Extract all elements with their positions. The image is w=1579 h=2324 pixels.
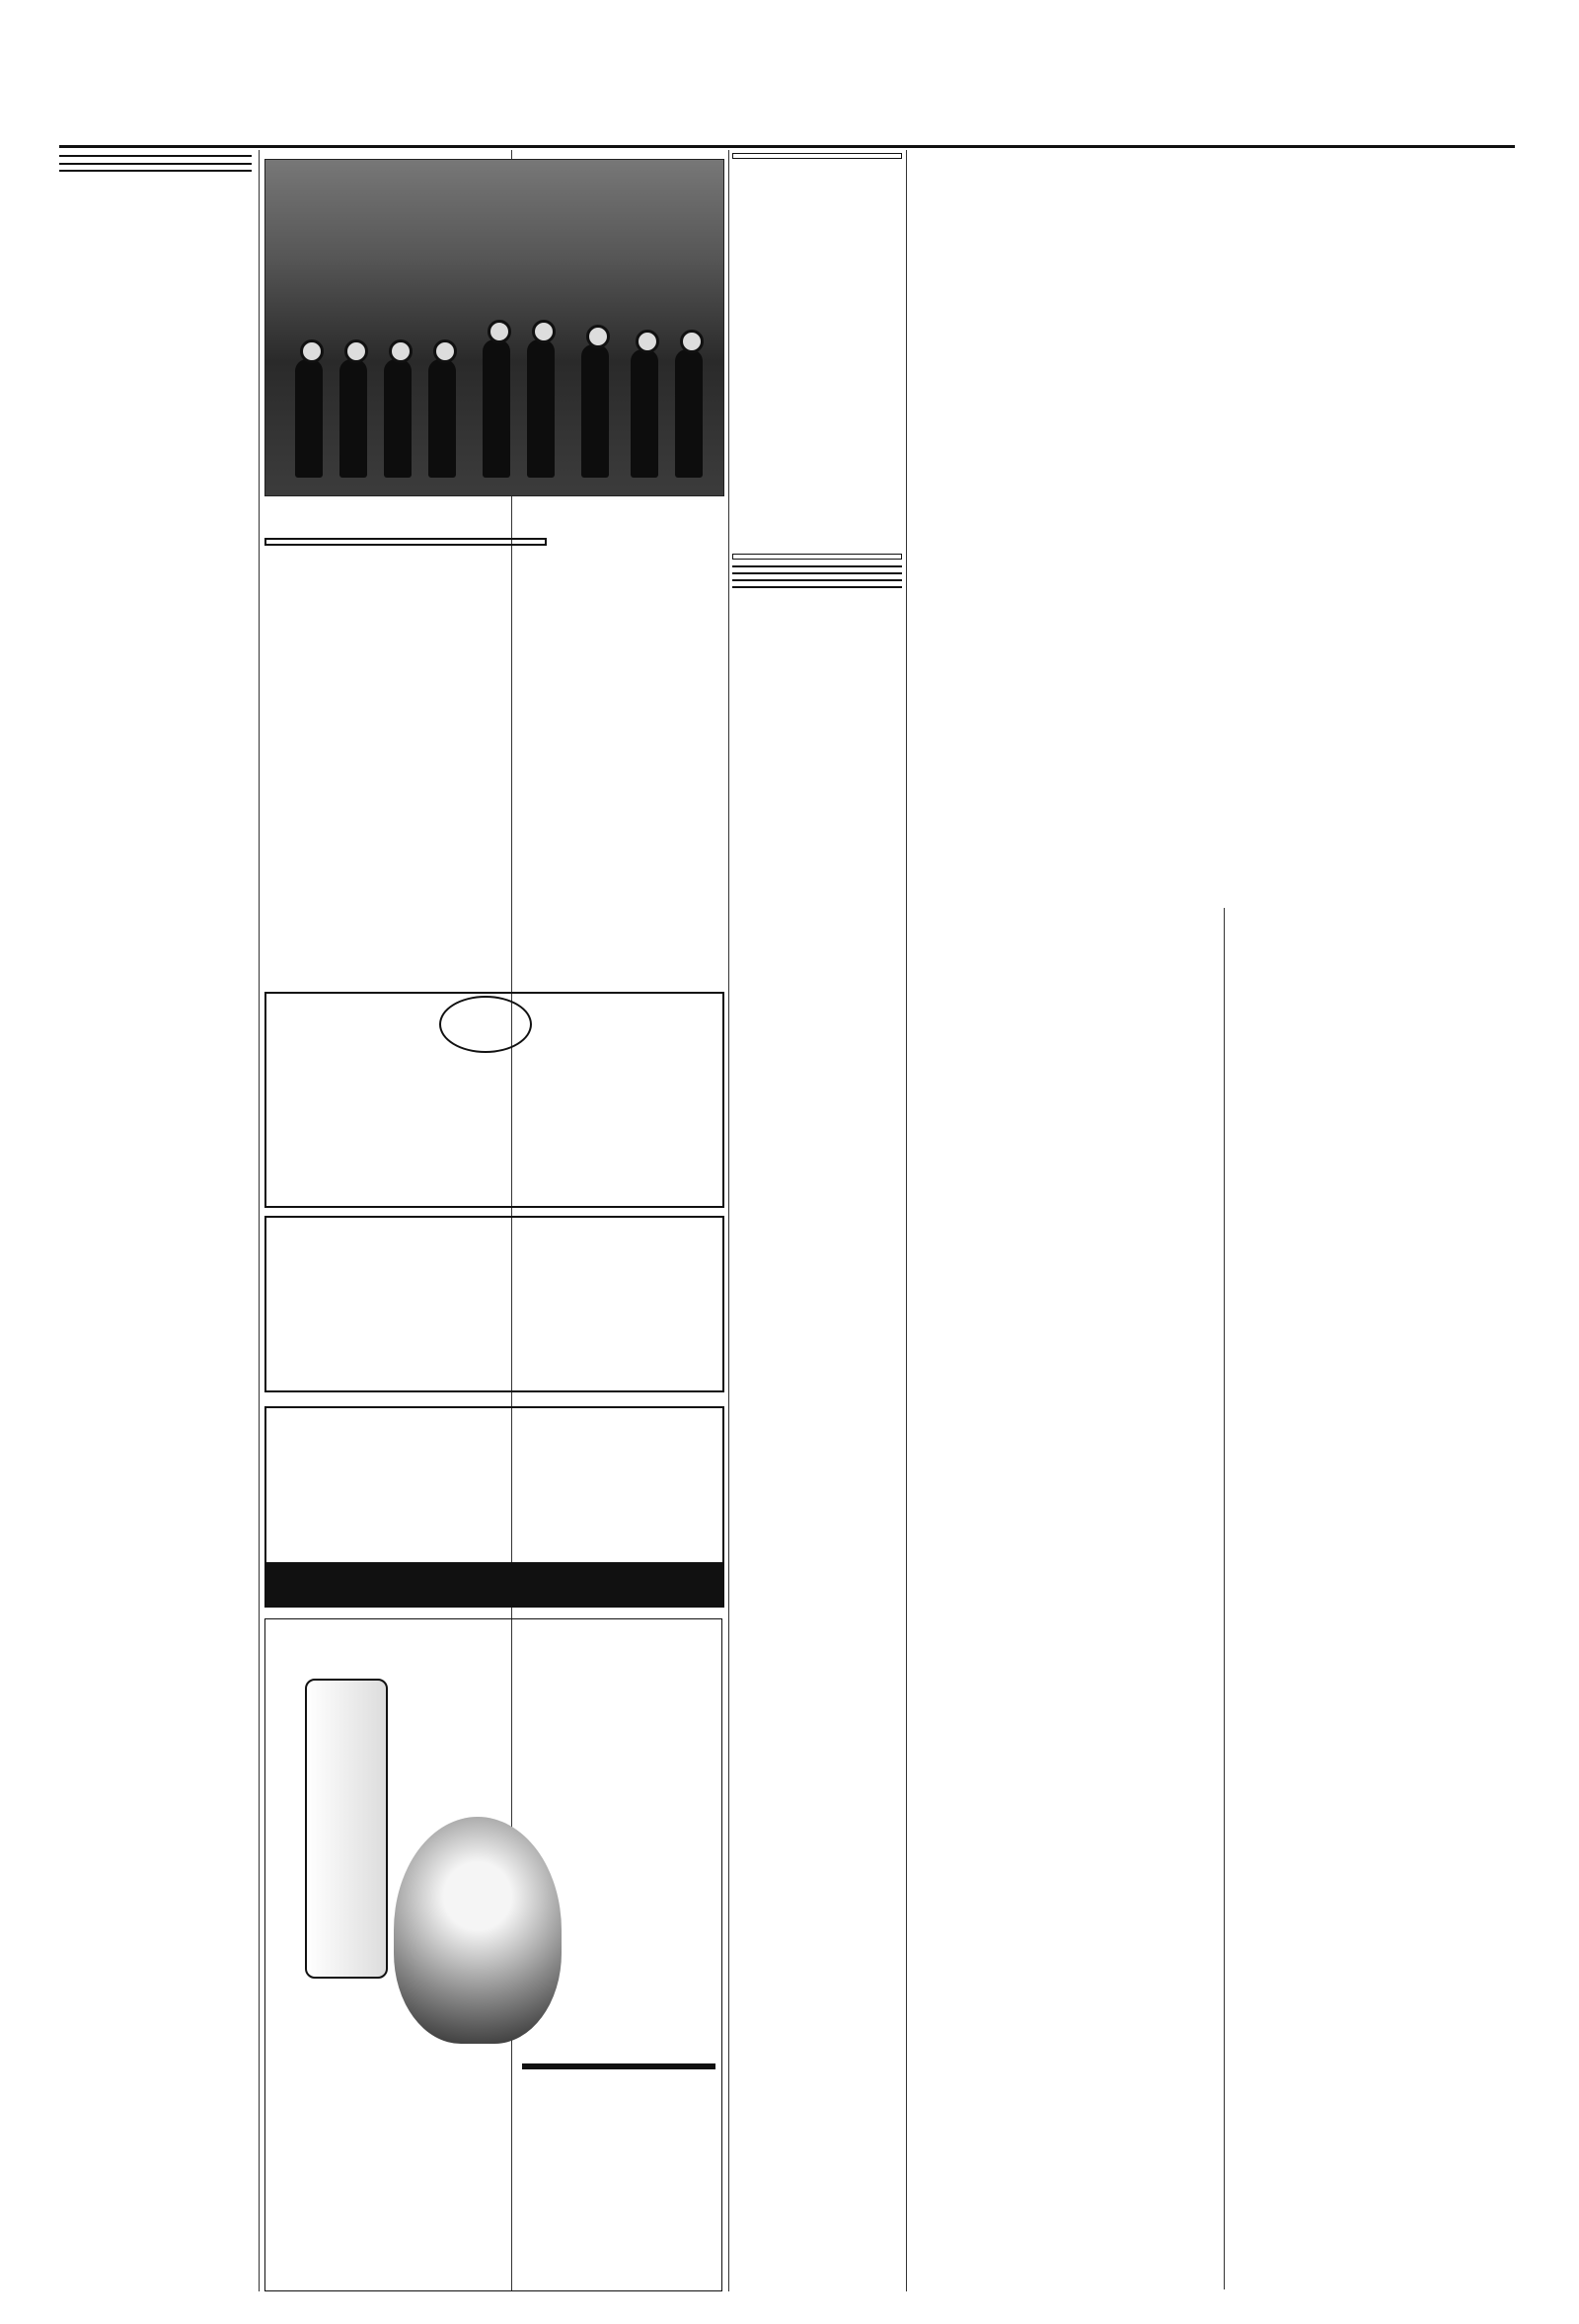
petition-title bbox=[732, 153, 902, 159]
divider bbox=[732, 572, 902, 574]
notes-column bbox=[59, 153, 252, 2294]
column-rule bbox=[1224, 908, 1225, 2289]
column-three bbox=[732, 548, 902, 2285]
pharos-ad bbox=[264, 992, 724, 1208]
sailors-photo bbox=[264, 159, 724, 496]
divider bbox=[59, 170, 252, 172]
polites-ad bbox=[264, 1216, 724, 1392]
column-rule bbox=[906, 150, 907, 2291]
letter-title bbox=[264, 538, 547, 546]
jambo-bottom-band bbox=[266, 1562, 722, 1606]
sailors-photo-block bbox=[264, 153, 724, 499]
pharos-logo bbox=[439, 996, 532, 1053]
column-rule bbox=[259, 150, 260, 2291]
notes-title bbox=[59, 153, 252, 157]
letter-article bbox=[264, 538, 724, 1007]
hair-tonic-ad bbox=[264, 1618, 722, 2291]
column-rule bbox=[728, 150, 729, 2291]
divider bbox=[59, 163, 252, 165]
jambo-ad bbox=[264, 1406, 724, 1608]
divider bbox=[732, 586, 902, 588]
divider bbox=[732, 579, 902, 581]
divider bbox=[732, 565, 902, 567]
header-rule bbox=[59, 145, 1515, 148]
obituary-title bbox=[732, 554, 902, 560]
portrait bbox=[394, 1817, 562, 2044]
hair-footer bbox=[522, 2063, 715, 2069]
tonic-bottle bbox=[305, 1679, 388, 1979]
